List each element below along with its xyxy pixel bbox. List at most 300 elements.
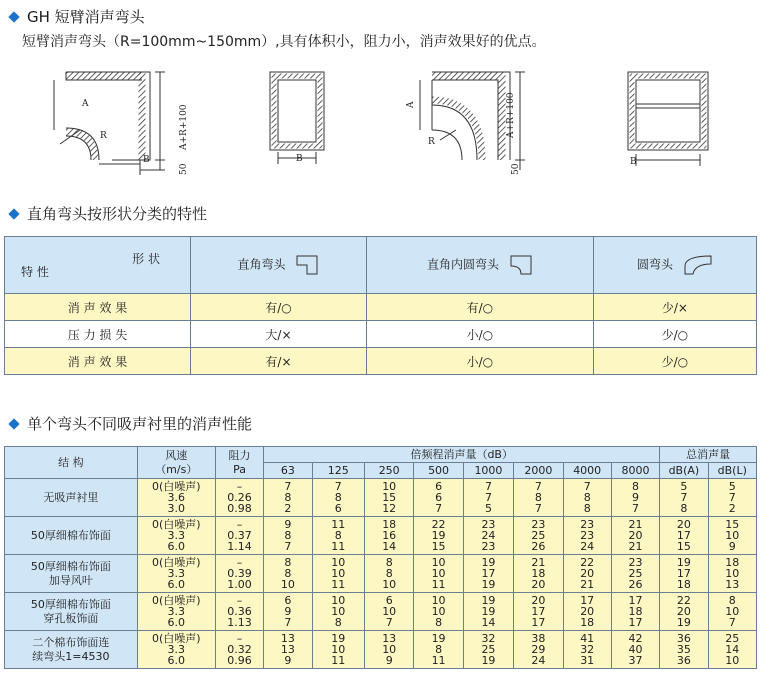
value-cell-speed	[137, 555, 215, 593]
cell-value: 41	[580, 632, 595, 645]
cell-value: 11	[331, 540, 346, 553]
row-label: 压 力 损 失	[5, 321, 191, 348]
cell-value: 7	[534, 502, 542, 515]
cell-value: 5	[484, 502, 492, 515]
value-cell-f8000	[611, 479, 659, 517]
row-label: 消 声 效 果	[5, 294, 191, 321]
cell-value: 0(白噪声)	[151, 518, 201, 531]
cell-value: 22	[431, 518, 446, 531]
d3-label-a: A	[406, 101, 416, 108]
cell-value: 22	[676, 594, 691, 607]
section1-title-text: 直角弯头按形状分类的特性	[27, 205, 208, 223]
value-cell-f8000	[611, 517, 659, 555]
cell-value: 23	[580, 529, 595, 542]
cell-value: 19	[676, 556, 691, 569]
value-cell-res	[215, 593, 263, 631]
table-row	[5, 631, 757, 669]
column-header-inner-round	[366, 237, 593, 294]
header-resistance-unit: Pa	[233, 462, 246, 476]
cell-value: 8	[534, 491, 542, 504]
cell-value: 0(白噪声)	[151, 632, 201, 645]
cell-value: 8	[435, 616, 443, 629]
cell-value: 7	[534, 480, 542, 493]
value-cell-f8000	[611, 555, 659, 593]
cell-value: 7	[284, 616, 292, 629]
value-cell-f63	[264, 517, 312, 555]
value-cell-f2000	[514, 479, 563, 517]
cell-value: 19	[481, 605, 496, 618]
round-elbow-icon	[683, 254, 713, 276]
value-cell-f250	[365, 517, 414, 555]
value-cell-f500	[414, 593, 463, 631]
cell-value: 7	[728, 491, 736, 504]
cell-value: –	[236, 480, 243, 493]
column-header-label: 直角弯头	[237, 257, 286, 272]
cell-value: 1.14	[227, 540, 252, 553]
cell-value: 7	[284, 540, 292, 553]
cell-value: 8	[435, 643, 443, 656]
cell-value: 42	[628, 632, 643, 645]
table-cell: 小/○	[366, 321, 593, 348]
acoustic-performance-table	[4, 446, 757, 669]
value-cell-res	[215, 555, 263, 593]
cell-value: 11	[331, 518, 346, 531]
value-cell-f2000	[514, 631, 563, 669]
cell-value: 14	[382, 540, 397, 553]
table-row	[5, 348, 757, 375]
cell-value: –	[236, 632, 243, 645]
value-cell-f63	[264, 631, 312, 669]
cell-value: 10	[382, 643, 397, 656]
cell-value: 13	[280, 643, 295, 656]
cell-value: 8	[385, 556, 393, 569]
structure-name: 50厚细棉布饰面	[30, 528, 111, 542]
header-freq: 4000	[563, 463, 611, 479]
header-total-col: dB(L)	[708, 463, 756, 479]
cell-value: 0(白噪声)	[151, 556, 201, 569]
value-cell-f250	[365, 631, 414, 669]
value-cell-f63	[264, 593, 312, 631]
cell-value: 20	[676, 605, 691, 618]
cell-value: 7	[484, 480, 492, 493]
cell-value: 6	[385, 594, 393, 607]
cell-value: 0.39	[227, 567, 252, 580]
cell-value: 0.37	[227, 529, 252, 542]
value-cell-f500	[414, 631, 463, 669]
value-cell-dbl	[708, 517, 756, 555]
cell-value: 9	[632, 491, 640, 504]
cell-value: 18	[382, 518, 397, 531]
cell-value: 6.0	[167, 540, 186, 553]
cell-value: 10	[431, 605, 446, 618]
header-total: 总消声量	[660, 447, 757, 463]
value-cell-f1000	[463, 479, 513, 517]
cell-value: 8	[385, 567, 393, 580]
cell-value: 37	[628, 654, 643, 667]
header-freq: 250	[365, 463, 414, 479]
page-title	[6, 6, 145, 27]
value-cell-f2000	[514, 555, 563, 593]
table-cell: 有/×	[191, 348, 367, 375]
section1-title	[6, 203, 207, 224]
cell-value: 7	[728, 616, 736, 629]
cell-value: 24	[531, 654, 546, 667]
cell-value: 1.00	[227, 578, 252, 591]
value-cell-f125	[312, 517, 364, 555]
cell-value: 6.0	[167, 578, 186, 591]
cell-value: 9	[385, 654, 393, 667]
row-structure-label	[5, 479, 138, 517]
cell-value: 19	[331, 632, 346, 645]
cell-value: 10	[331, 594, 346, 607]
cell-value: 10	[725, 567, 740, 580]
cell-value: 0.36	[227, 605, 252, 618]
cell-value: 0.98	[227, 502, 252, 515]
cell-value: 25	[628, 567, 643, 580]
structure-name: 50厚细棉布饰面	[30, 559, 111, 573]
cell-value: 8	[284, 556, 292, 569]
cell-value: 10	[431, 567, 446, 580]
cell-value: 32	[481, 632, 496, 645]
cell-value: 20	[580, 567, 595, 580]
cell-value: 10	[331, 643, 346, 656]
cell-value: 8	[334, 491, 342, 504]
cell-value: 0(白噪声)	[151, 594, 201, 607]
cell-value: 14	[481, 616, 496, 629]
cell-value: 17	[531, 616, 546, 629]
cell-value: 7	[435, 502, 443, 515]
cell-value: 24	[481, 529, 496, 542]
cell-value: 10	[431, 556, 446, 569]
header-speed	[137, 447, 215, 479]
row-structure-label	[5, 555, 138, 593]
cell-value: 25	[725, 632, 740, 645]
value-cell-dba	[660, 517, 708, 555]
table-row	[5, 479, 757, 517]
cell-value: 20	[580, 605, 595, 618]
cell-value: 8	[334, 616, 342, 629]
cell-value: 21	[628, 540, 643, 553]
cell-value: 23	[580, 518, 595, 531]
shape-characteristics-table	[4, 236, 757, 375]
value-cell-f1000	[463, 593, 513, 631]
value-cell-speed	[137, 479, 215, 517]
row-structure-label	[5, 517, 138, 555]
cell-value: –	[236, 518, 243, 531]
table-cell: 大/×	[191, 321, 367, 348]
d3-label-r: R	[428, 137, 435, 147]
cell-value: 11	[431, 578, 446, 591]
value-cell-f250	[365, 555, 414, 593]
table-row	[5, 294, 757, 321]
d2-label-b: B	[296, 154, 303, 164]
cell-value: 10	[331, 567, 346, 580]
value-cell-f2000	[514, 517, 563, 555]
structure-name: 无吸声衬里	[43, 490, 99, 504]
cell-value: 10	[331, 556, 346, 569]
column-header-round	[593, 237, 756, 294]
cell-value: 6	[435, 480, 443, 493]
value-cell-f1000	[463, 555, 513, 593]
header-resistance-label: 阻力	[228, 448, 251, 462]
diagonal-corner-cell	[5, 237, 191, 294]
cell-value: 20	[531, 578, 546, 591]
table-cell: 有/○	[366, 294, 593, 321]
value-cell-f125	[312, 555, 364, 593]
technical-drawings	[0, 60, 760, 185]
cell-value: 10	[725, 605, 740, 618]
cell-value: 1.13	[227, 616, 252, 629]
cell-value: 10	[331, 605, 346, 618]
drawing-elbow-front-view	[270, 72, 324, 164]
cell-value: 7	[680, 491, 688, 504]
cell-value: 19	[481, 654, 496, 667]
cell-value: 11	[431, 654, 446, 667]
cell-value: 9	[728, 540, 736, 553]
cell-value: 18	[725, 556, 740, 569]
value-cell-dba	[660, 555, 708, 593]
structure-name-line2: 穿孔板饰面	[43, 611, 99, 625]
cell-value: 19	[676, 616, 691, 629]
value-cell-dba	[660, 479, 708, 517]
cell-value: 9	[284, 518, 292, 531]
header-speed-label: 风速	[165, 448, 188, 462]
cell-value: 0(白噪声)	[151, 480, 201, 493]
cell-value: 29	[531, 643, 546, 656]
cell-value: 23	[628, 556, 643, 569]
value-cell-dbl	[708, 631, 756, 669]
cell-value: 20	[531, 594, 546, 607]
corner-top-label: 形 状	[132, 252, 160, 266]
cell-value: –	[236, 594, 243, 607]
cell-value: 2	[728, 502, 736, 515]
value-cell-res	[215, 517, 263, 555]
cell-value: 7	[385, 616, 393, 629]
row-structure-label	[5, 631, 138, 669]
cell-value: 8	[284, 567, 292, 580]
cell-value: 15	[382, 491, 397, 504]
cell-value: 17	[628, 616, 643, 629]
cell-value: 10	[382, 578, 397, 591]
cell-value: 20	[676, 518, 691, 531]
d1-label-a: A	[82, 99, 89, 109]
header-freq: 500	[414, 463, 463, 479]
cell-value: 35	[676, 643, 691, 656]
diamond-bullet-icon	[8, 418, 19, 429]
cell-value: 10	[382, 480, 397, 493]
table-cell: 小/○	[366, 348, 593, 375]
cell-value: 20	[628, 529, 643, 542]
cell-value: 8	[583, 502, 591, 515]
value-cell-f4000	[563, 593, 611, 631]
column-header-label: 直角内圆弯头	[426, 257, 499, 272]
cell-value: 17	[580, 594, 595, 607]
d1-fifty-label: 50	[179, 163, 189, 175]
value-cell-f4000	[563, 479, 611, 517]
d1-dim-label: A+R+100	[179, 104, 189, 150]
header-speed-unit: （m/s）	[155, 462, 198, 476]
header-total-col: dB(A)	[660, 463, 708, 479]
value-cell-dbl	[708, 593, 756, 631]
column-header-right-angle	[191, 237, 367, 294]
table-row	[5, 321, 757, 348]
cell-value: 10	[725, 529, 740, 542]
cell-value: 8	[728, 594, 736, 607]
value-cell-dba	[660, 631, 708, 669]
header-freq: 63	[264, 463, 312, 479]
cell-value: 15	[431, 540, 446, 553]
cell-value: 9	[284, 654, 292, 667]
cell-value: 5	[680, 480, 688, 493]
header-resistance	[215, 447, 263, 479]
cell-value: 17	[481, 567, 496, 580]
table-row	[5, 517, 757, 555]
cell-value: 19	[431, 632, 446, 645]
header-freq: 8000	[611, 463, 659, 479]
section2-title	[6, 413, 252, 434]
value-cell-res	[215, 479, 263, 517]
value-cell-f125	[312, 631, 364, 669]
value-cell-f63	[264, 555, 312, 593]
cell-value: 10	[725, 654, 740, 667]
value-cell-f500	[414, 555, 463, 593]
cell-value: 17	[676, 567, 691, 580]
cell-value: 21	[531, 556, 546, 569]
cell-value: 19	[481, 578, 496, 591]
diamond-bullet-icon	[8, 11, 19, 22]
value-cell-speed	[137, 631, 215, 669]
cell-value: 31	[580, 654, 595, 667]
inner-round-elbow-icon	[509, 254, 533, 276]
value-cell-f250	[365, 593, 414, 631]
value-cell-f125	[312, 479, 364, 517]
cell-value: 3.6	[167, 491, 186, 504]
value-cell-f63	[264, 479, 312, 517]
column-header-label: 圆弯头	[636, 257, 673, 272]
value-cell-f125	[312, 593, 364, 631]
cell-value: 26	[531, 540, 546, 553]
cell-value: 17	[676, 529, 691, 542]
value-cell-f1000	[463, 631, 513, 669]
value-cell-f500	[414, 479, 463, 517]
cell-value: 12	[382, 502, 397, 515]
cell-value: 25	[531, 529, 546, 542]
cell-value: 8	[284, 491, 292, 504]
value-cell-f2000	[514, 593, 563, 631]
cell-value: 36	[676, 654, 691, 667]
cell-value: 7	[632, 502, 640, 515]
value-cell-f500	[414, 517, 463, 555]
cell-value: 5	[728, 480, 736, 493]
cell-value: 19	[431, 529, 446, 542]
cell-value: 15	[676, 540, 691, 553]
cell-value: 32	[580, 643, 595, 656]
cell-value: 16	[382, 529, 397, 542]
cell-value: 6	[435, 491, 443, 504]
cell-value: 3.3	[167, 643, 186, 656]
cell-value: 2	[284, 502, 292, 515]
table-cell: 少/○	[593, 321, 756, 348]
cell-value: 8	[632, 480, 640, 493]
cell-value: 36	[676, 632, 691, 645]
cell-value: 10	[382, 605, 397, 618]
cell-value: 19	[481, 556, 496, 569]
cell-value: –	[236, 556, 243, 569]
cell-value: 6	[284, 594, 292, 607]
cell-value: 13	[382, 632, 397, 645]
value-cell-f4000	[563, 631, 611, 669]
cell-value: 7	[334, 480, 342, 493]
cell-value: 25	[481, 643, 496, 656]
cell-value: 23	[531, 518, 546, 531]
page-description: 短臂消声弯头（R=100mm~150mm）,具有体积小，阻力小，消声效果好的优点。	[22, 34, 546, 50]
cell-value: 19	[481, 594, 496, 607]
section2-title-text: 单个弯头不同吸声衬里的消声性能	[27, 415, 253, 433]
cell-value: 11	[331, 578, 346, 591]
cell-value: 21	[628, 518, 643, 531]
value-cell-res	[215, 631, 263, 669]
table-cell: 少/×	[593, 294, 756, 321]
table-header-row	[5, 447, 757, 463]
cell-value: 6	[334, 502, 342, 515]
cell-value: 0.96	[227, 654, 252, 667]
cell-value: 23	[481, 518, 496, 531]
cell-value: 18	[628, 605, 643, 618]
structure-name-line2: 续弯头1=4530	[32, 649, 110, 663]
value-cell-dba	[660, 593, 708, 631]
cell-value: 15	[725, 518, 740, 531]
cell-value: 7	[484, 491, 492, 504]
cell-value: 3.3	[167, 567, 186, 580]
d3-fifty-label: 50	[511, 163, 521, 175]
table-cell: 有/○	[191, 294, 367, 321]
table-row	[5, 593, 757, 631]
cell-value: 0.32	[227, 643, 252, 656]
cell-value: 8	[680, 502, 688, 515]
cell-value: 17	[531, 605, 546, 618]
cell-value: 24	[580, 540, 595, 553]
header-freq: 2000	[514, 463, 563, 479]
row-label: 消 声 效 果	[5, 348, 191, 375]
value-cell-f4000	[563, 555, 611, 593]
table-row	[5, 555, 757, 593]
cell-value: 10	[431, 594, 446, 607]
row-structure-label	[5, 593, 138, 631]
cell-value: 6.0	[167, 654, 186, 667]
cell-value: 40	[628, 643, 643, 656]
cell-value: 18	[580, 616, 595, 629]
structure-name-line2: 加导风叶	[48, 573, 93, 587]
structure-name: 50厚细棉布饰面	[30, 597, 111, 611]
d1-label-r: R	[100, 131, 107, 141]
cell-value: 17	[628, 594, 643, 607]
cell-value: 3.3	[167, 529, 186, 542]
header-freq: 1000	[463, 463, 513, 479]
cell-value: 38	[531, 632, 546, 645]
cell-value: 8	[284, 529, 292, 542]
structure-name: 二个棉布饰面连	[32, 635, 110, 649]
d1-label-b: B	[143, 155, 150, 165]
cell-value: 7	[583, 480, 591, 493]
cell-value: 26	[628, 578, 643, 591]
cell-value: 3.0	[167, 502, 186, 515]
corner-bottom-label: 特 性	[21, 265, 49, 279]
cell-value: 21	[580, 578, 595, 591]
table-header-row	[5, 237, 757, 294]
header-freq: 125	[312, 463, 364, 479]
cell-value: 18	[531, 567, 546, 580]
cell-value: 0.26	[227, 491, 252, 504]
